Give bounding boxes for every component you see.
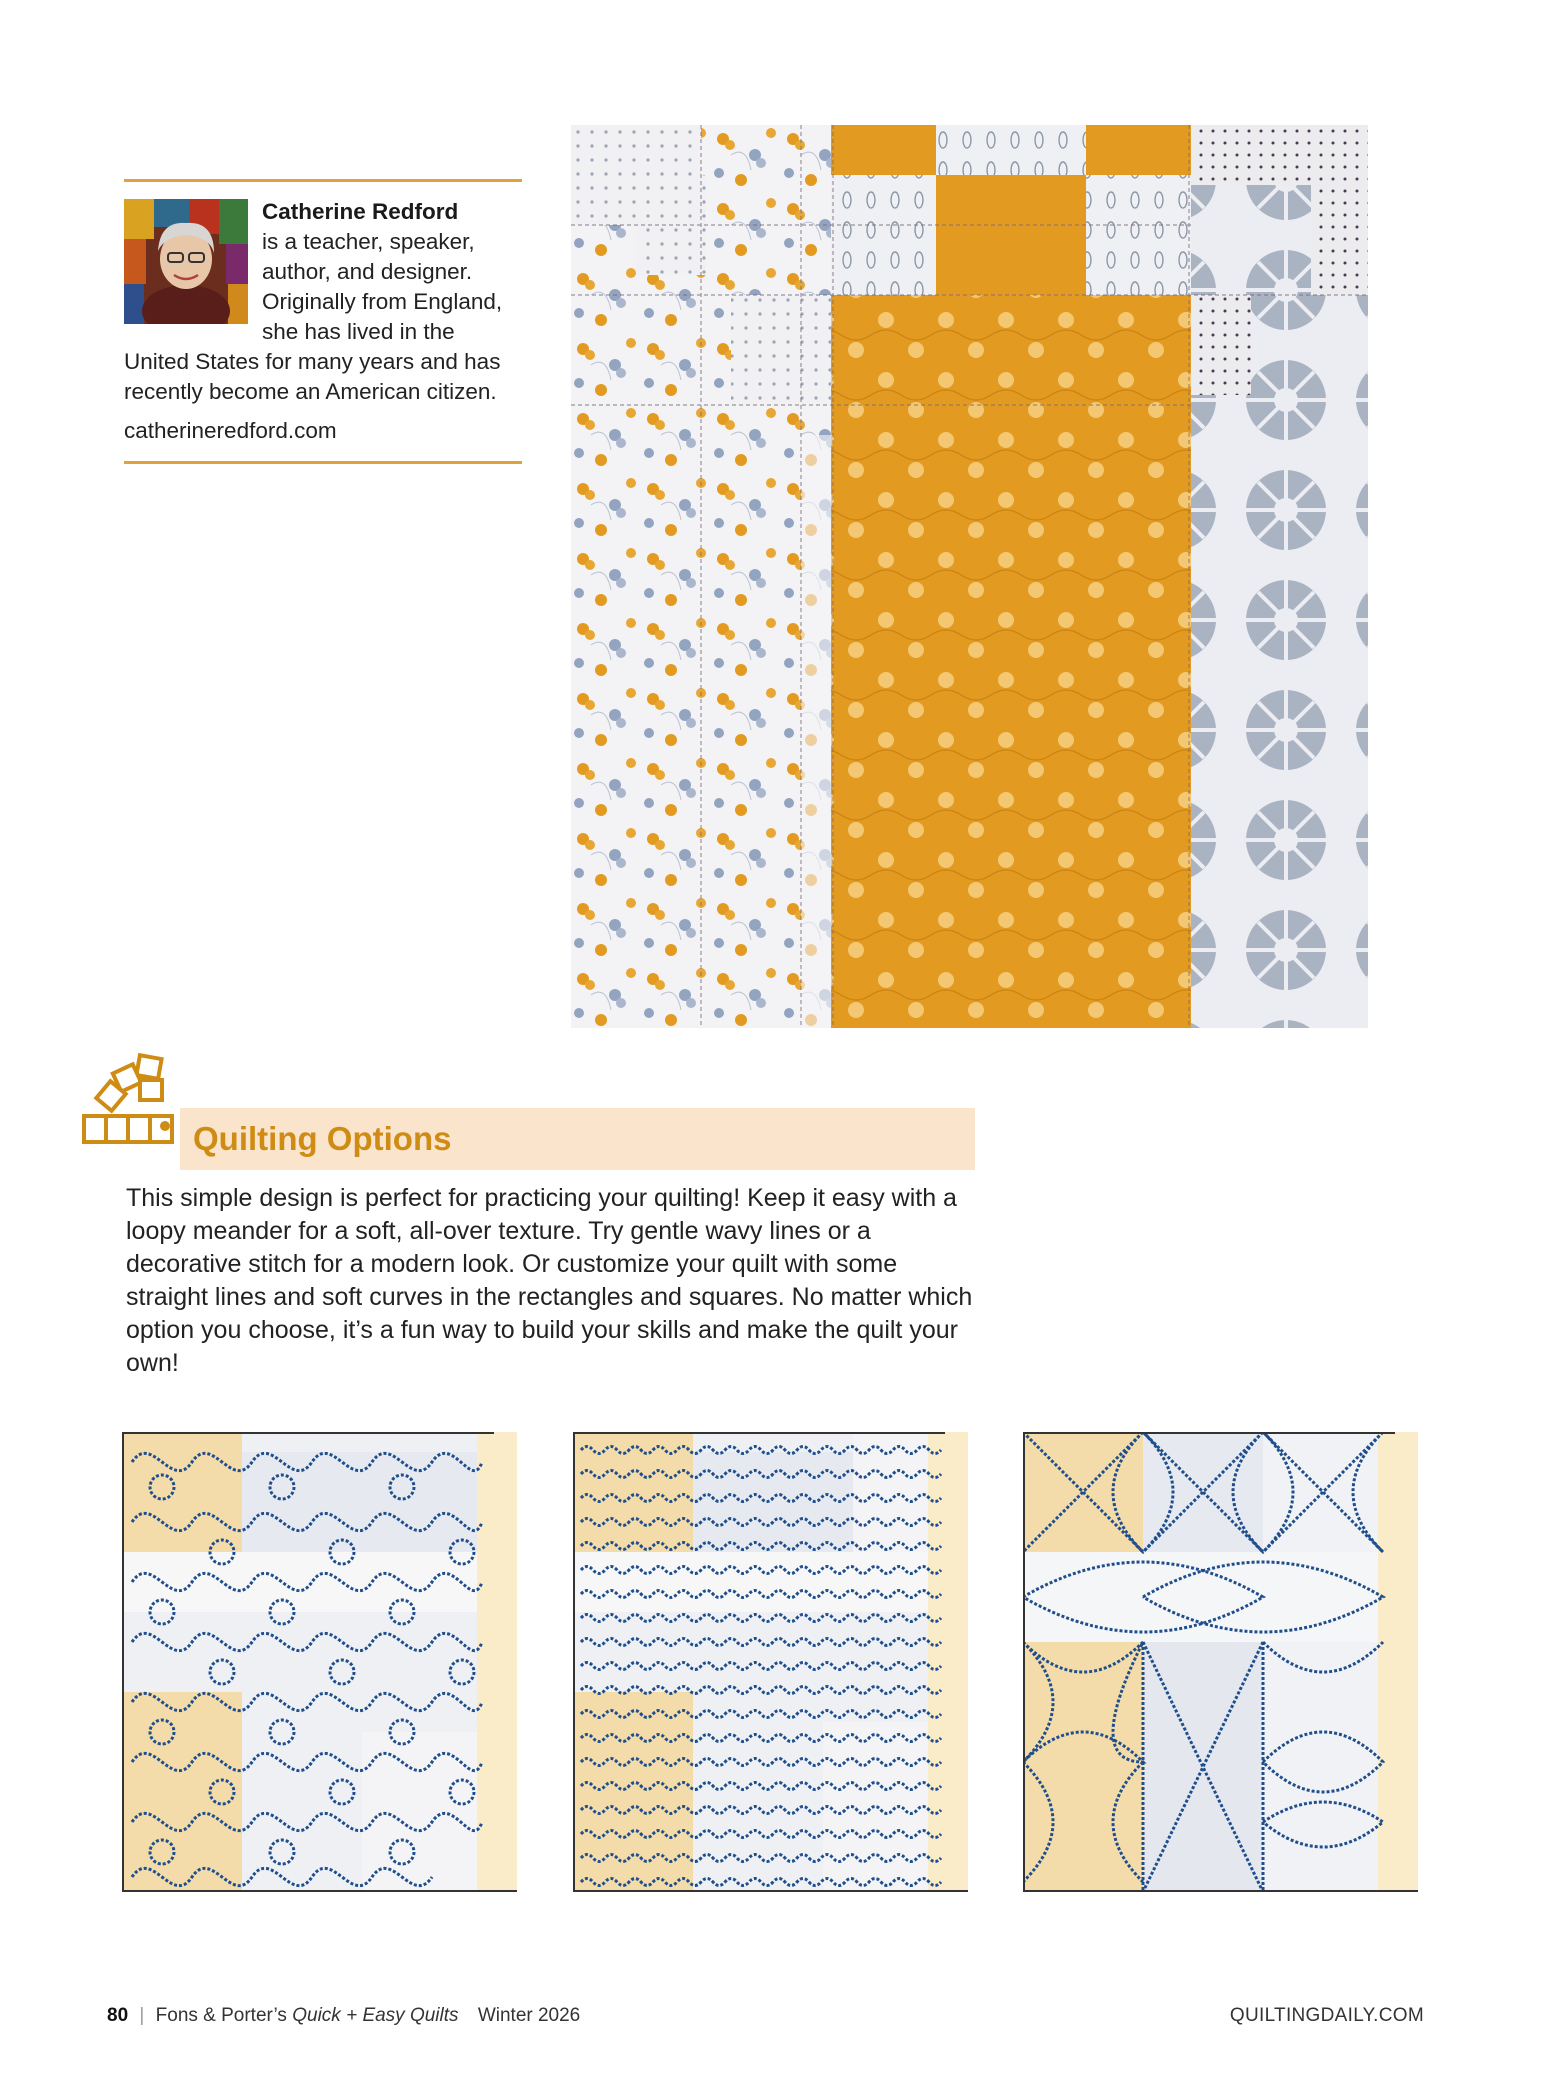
bio-line: author, and designer.: [262, 259, 473, 284]
author-name: Catherine Redford: [262, 199, 459, 224]
bio-line: she has lived in the: [262, 319, 455, 344]
meander-quilting-diagram: [122, 1432, 517, 1892]
author-photo: [124, 199, 248, 324]
bio-line: Originally from England,: [262, 289, 503, 314]
footer-left: [107, 2005, 580, 2027]
section-body: This simple design is perfect for practicing your quilting! Keep it easy with a loopy meander for a soft, all-over texture. Try gentle wavy lines or a decorative stitch for a modern look. Or customize your quilt with some straight lines and soft curves in the rectangles and squares. No matter which option you choose, it’s a fun way to build your skills and make the quilt your own!: [126, 1184, 973, 1377]
magazine-title: Quick + Easy Quilts: [292, 2005, 459, 2026]
bio-line: recently become an American citizen.: [124, 379, 497, 404]
footer-separator: |: [139, 2005, 145, 2026]
swatch-fan-icon: [78, 1052, 188, 1157]
wavy-lines-quilting-diagram: [573, 1432, 968, 1892]
bio-top-rule: [124, 179, 522, 182]
magazine-prefix: Fons & Porter’s: [155, 2005, 287, 2026]
quilt-detail-photo: [571, 125, 1368, 1028]
issue-date: Winter 2026: [477, 2005, 581, 2026]
page-number: 80: [107, 2005, 129, 2026]
section-title: Quilting Options: [193, 1120, 452, 1157]
author-website-link[interactable]: catherineredford.com: [124, 418, 337, 443]
straight-lines-curves-quilting-diagram: [1023, 1432, 1418, 1892]
bio-line: United States for many years and has: [124, 349, 501, 374]
bio-line: is a teacher, speaker,: [262, 229, 475, 254]
bio-bottom-rule: [124, 461, 522, 464]
footer-website[interactable]: QUILTINGDAILY.COM: [1229, 2005, 1424, 2026]
